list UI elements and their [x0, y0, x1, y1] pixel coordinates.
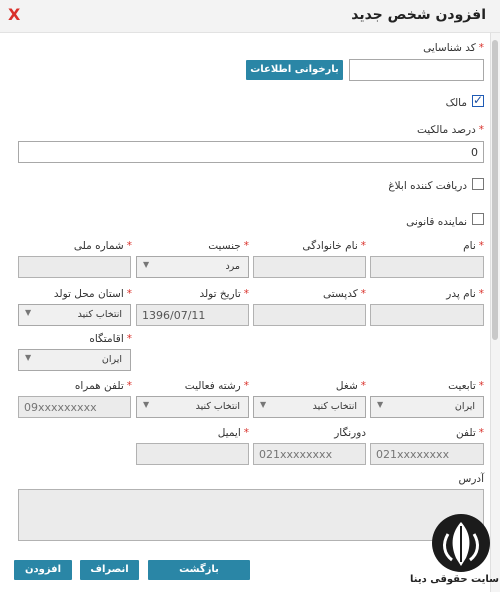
notice-receiver-label: دریافت کننده ابلاغ	[388, 180, 467, 192]
chevron-down-icon: ▼	[143, 400, 150, 409]
gender-select[interactable]	[136, 256, 249, 278]
activity-label: *رشته فعالیت	[184, 380, 249, 392]
legal-representative-label: نماینده قانونی	[406, 216, 467, 228]
back-button[interactable]: بازگشت	[148, 560, 250, 580]
chevron-down-icon: ▼	[25, 308, 32, 317]
owner-label: مالک	[445, 97, 467, 109]
legal-representative-checkbox[interactable]	[472, 213, 484, 225]
add-button[interactable]: افزودن	[14, 560, 72, 580]
job-select[interactable]	[253, 396, 366, 418]
family-label: *نام خانوادگی	[302, 240, 366, 252]
ownership-percent-label: *درصد مالکیت	[416, 124, 484, 136]
job-label: *شغل	[335, 380, 366, 392]
residence-label: *اقامتگاه	[89, 333, 132, 345]
ownership-percent-input[interactable]	[18, 141, 484, 163]
watermark-text: سایت حقوقی دینا	[410, 574, 499, 585]
chevron-down-icon: ▼	[143, 260, 150, 269]
gender-label: *جنسیت	[208, 240, 249, 252]
fax-label: دورنگار	[334, 427, 366, 439]
job-value: انتخاب کنید	[312, 401, 357, 412]
email-label: *ایمیل	[217, 427, 249, 439]
birth-date-input[interactable]	[136, 304, 249, 326]
birth-date-label: *تاریخ تولد	[199, 288, 249, 300]
birth-province-label: *استان محل تولد	[53, 288, 132, 300]
close-button[interactable]: X	[8, 5, 21, 24]
postal-code-input[interactable]	[253, 304, 366, 326]
birth-province-select[interactable]	[18, 304, 131, 326]
residence-select[interactable]	[18, 349, 131, 371]
address-label: آدرس	[458, 473, 484, 485]
phone-label: *تلفن	[456, 427, 484, 439]
name-label: *نام	[463, 240, 484, 252]
nationality-value: ایران	[454, 401, 475, 412]
activity-select[interactable]	[136, 396, 249, 418]
father-name-label: *نام پدر	[446, 288, 484, 300]
mobile-input[interactable]	[18, 396, 131, 418]
nationality-label: *تابعیت	[448, 380, 484, 392]
activity-value: انتخاب کنید	[195, 401, 240, 412]
chevron-down-icon: ▼	[377, 400, 384, 409]
family-input[interactable]	[253, 256, 366, 278]
dialog-title: افزودن شخص جدید	[351, 7, 486, 23]
chevron-down-icon: ▼	[260, 400, 267, 409]
email-input[interactable]	[136, 443, 249, 465]
notice-receiver-checkbox[interactable]	[472, 178, 484, 190]
nationality-select[interactable]	[370, 396, 484, 418]
postal-code-label: *کدپستی	[323, 288, 366, 300]
phone-input[interactable]	[370, 443, 484, 465]
watermark-logo	[432, 514, 490, 572]
scrollbar-thumb[interactable]	[492, 40, 498, 340]
feather-pen-icon	[432, 514, 490, 572]
residence-value: ایران	[101, 354, 122, 365]
birth-province-value: انتخاب کنید	[77, 309, 122, 320]
name-input[interactable]	[370, 256, 484, 278]
code-label: *کد شناسایی	[423, 42, 484, 54]
mobile-label: *تلفن همراه	[74, 380, 132, 392]
cancel-button[interactable]: انصراف	[80, 560, 139, 580]
father-name-input[interactable]	[370, 304, 484, 326]
fax-input[interactable]	[253, 443, 366, 465]
fetch-info-button[interactable]: بارخوانی اطلاعات	[246, 60, 343, 80]
identity-code-input[interactable]	[349, 59, 484, 81]
owner-checkbox[interactable]	[472, 95, 484, 107]
chevron-down-icon: ▼	[25, 353, 32, 362]
address-textarea[interactable]	[18, 489, 484, 541]
national-id-label: *شماره ملی	[73, 240, 132, 252]
gender-value: مرد	[225, 261, 240, 272]
national-id-input[interactable]	[18, 256, 131, 278]
